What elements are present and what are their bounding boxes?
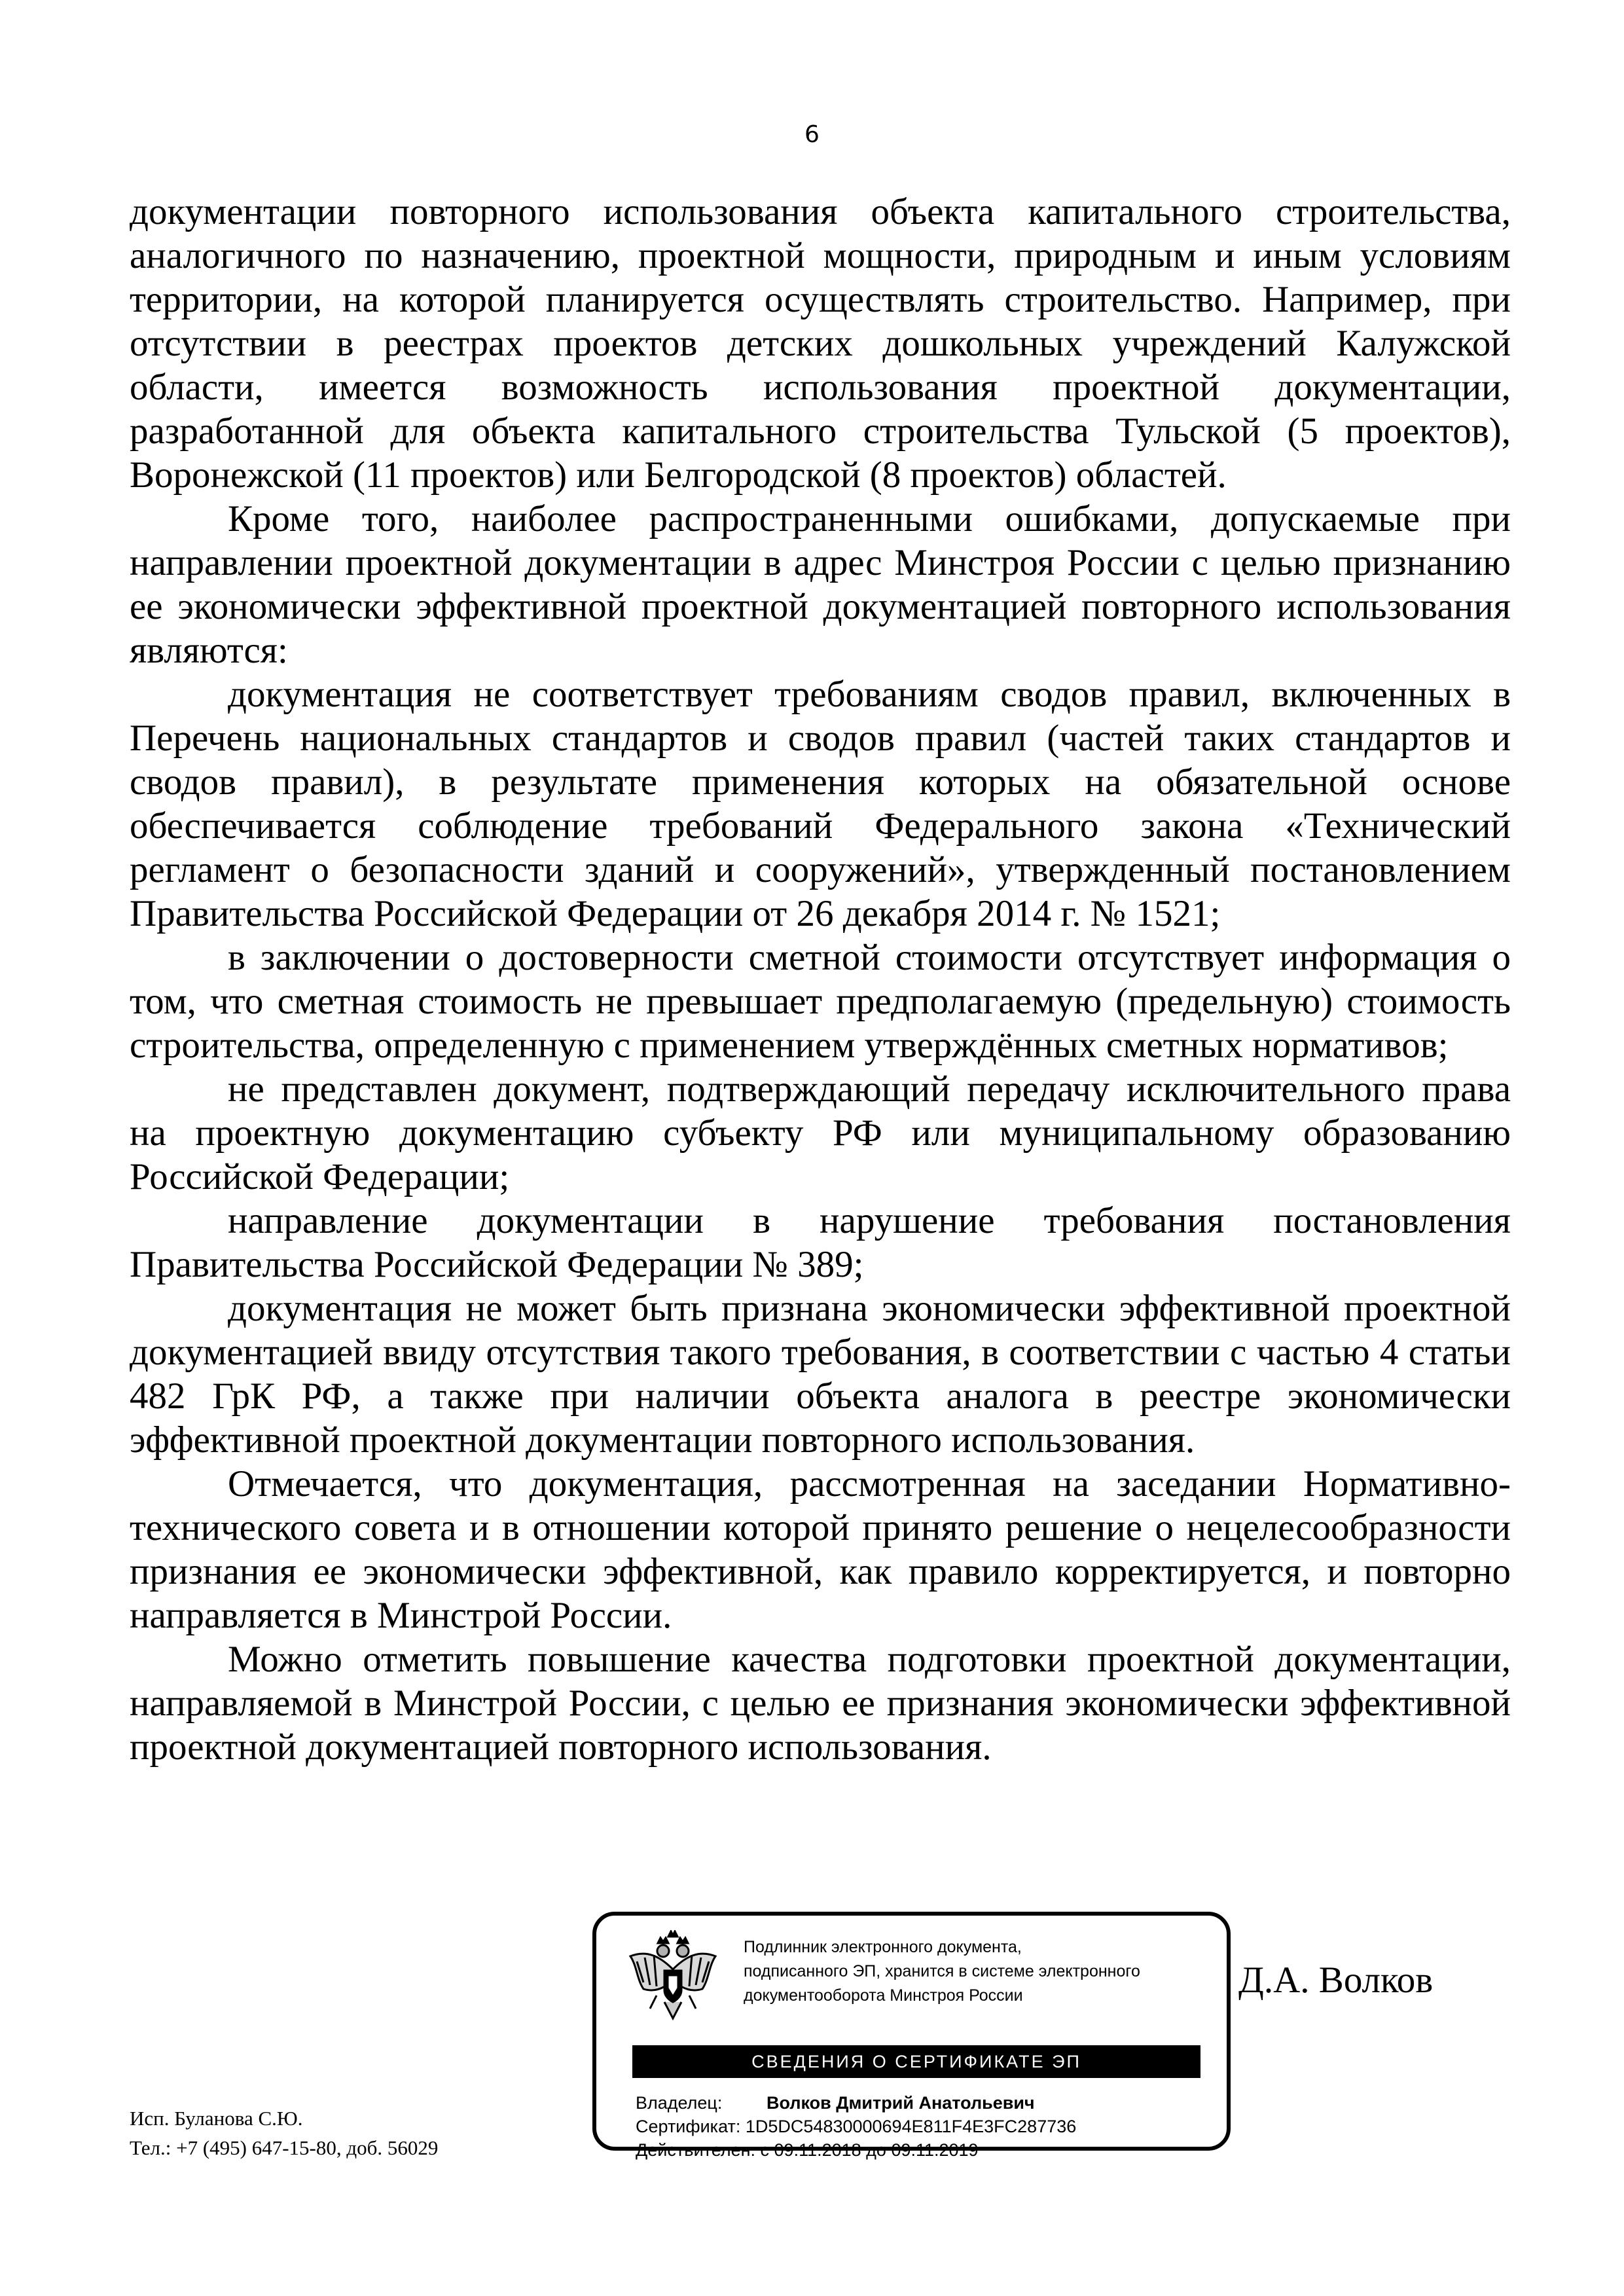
certificate-number: Сертификат: 1D5DC54830000694E811F4E3FC287736 [636, 2117, 1077, 2136]
certificate-owner-row [636, 2091, 1212, 2115]
paragraph: Кроме того, наиболее распространенными ошибками, допускаемые при направлении проектной документации в адрес Минстроя России с целью признанию ее экономически эффективной проектной документацией повторного использования являются: [130, 498, 1511, 671]
stamp-note [744, 1935, 1228, 2008]
list-item: документация не соответствует требованиям сводов правил, включенных в Перечень национальных стандартов и сводов правил (частей таких стандартов и сводов правил), в результате применения которых на обязательной основе обеспечивается соблюдение требований Федерального закона «Технический регламент о безопасности зданий и сооружений», утвержденный постановлением Правительства Российской Федерации от 26 декабря 2014 г. № 1521; [130, 674, 1511, 934]
certificate-header: СВЕДЕНИЯ О СЕРТИФИКАТЕ ЭП [632, 2045, 1200, 2078]
executor-name: Исп. Буланова С.Ю. [130, 2107, 303, 2130]
certificate-details [636, 2091, 1212, 2162]
paragraph-continuation: документации повторного использования объекта капитального строительства, аналогичного по назначению, проектной мощности, природным и иным условиям территории, на которой планируется осуществлять строительство. Например, при отсутствии в реестрах проектов детских дошкольных учреждений Калужской области, имеется возможность использования проектной документации, разработанной для объекта капитального строительства Тульской (5 проектов), Воронежской (11 проектов) или Белгородской (8 проектов) областей. [130, 191, 1511, 496]
list-item: в заключении о достоверности сметной стоимости отсутствует информация о том, что сметная стоимость не превышает предполагаемую (предельную) стоимость строительства, определенную с применением утверждённых сметных нормативов; [130, 937, 1511, 1066]
page-number: 6 [804, 121, 820, 148]
stamp-note-line: документооборота Минстроя России [744, 1986, 1023, 2005]
executor-phone: Тел.: +7 (495) 647-15-80, доб. 56029 [130, 2136, 439, 2159]
executor-info [130, 2104, 438, 2162]
list-item: документация не может быть признана экономически эффективной проектной документацией ввиду отсутствия такого требования, в соответствии с частью 4 статьи 482 ГрК РФ, а также при наличии объекта аналога в реестре экономически эффективной проектной документации повторного использования. [130, 1288, 1511, 1461]
owner-value: Волков Дмитрий Анатольевич [767, 2093, 1035, 2113]
certificate-validity: Действителен: с 09.11.2018 до 09.11.2019 [636, 2140, 979, 2160]
paragraph: Отмечается, что документация, рассмотренная на заседании Нормативно-технического совета и в отношении которой принято решение о нецелесообразности признания ее экономически эффективной, как правило корректируется, и повторно направляется в Минстрой России. [130, 1463, 1511, 1636]
owner-label: Владелец: [636, 2093, 723, 2113]
stamp-note-line: Подлинник электронного документа, [744, 1938, 1022, 1956]
double-headed-eagle-icon [624, 1930, 722, 2028]
body-text [130, 190, 1511, 1769]
list-item: не представлен документ, подтверждающий передачу исключительного права на проектную документацию субъекту РФ или муниципальному образованию Российской Федерации; [130, 1068, 1511, 1197]
list-item: направление документации в нарушение требования постановления Правительства Российской Федерации № 389; [130, 1200, 1511, 1285]
stamp-note-line: подписанного ЭП, хранится в системе электронного [744, 1962, 1140, 1980]
electronic-signature-stamp [592, 1912, 1231, 2160]
paragraph: Можно отметить повышение качества подготовки проектной документации, направляемой в Минстрой России, с целью ее признания экономически эффективной проектной документацией повторного использования. [130, 1639, 1511, 1768]
signer-name: Д.А. Волков [1238, 1959, 1434, 2001]
